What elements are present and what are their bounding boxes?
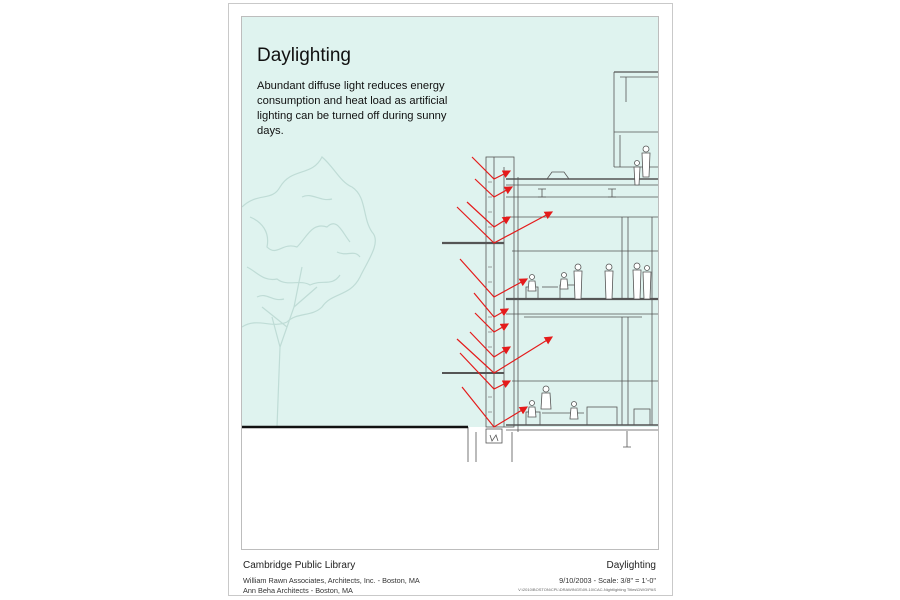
sheet-description: Abundant diffuse light reduces energy consumption and heat load as artificial lighting can be turned off during sunny days. [257,80,448,137]
file-path: V:\2010\BOSTON\CPL\DRAWINGS\09-10\CAC-Nightlighting Titles\DWG\PAS [518,587,656,592]
drawing-frame [241,16,659,550]
sheet-title: Daylighting [257,45,351,66]
mullion-ticks [488,182,492,412]
architect-credit-1: William Rawn Associates, Architects, Inc. - Boston, MA [243,576,420,585]
project-name: Cambridge Public Library [243,560,356,571]
people-figures [528,146,651,419]
architect-credit-2: Ann Beha Architects - Boston, MA [243,586,353,595]
drawing-title: Daylighting [606,560,656,571]
tree-silhouette [242,157,375,427]
date-scale: 9/10/2003 - Scale: 3/8" = 1'-0" [559,576,656,585]
